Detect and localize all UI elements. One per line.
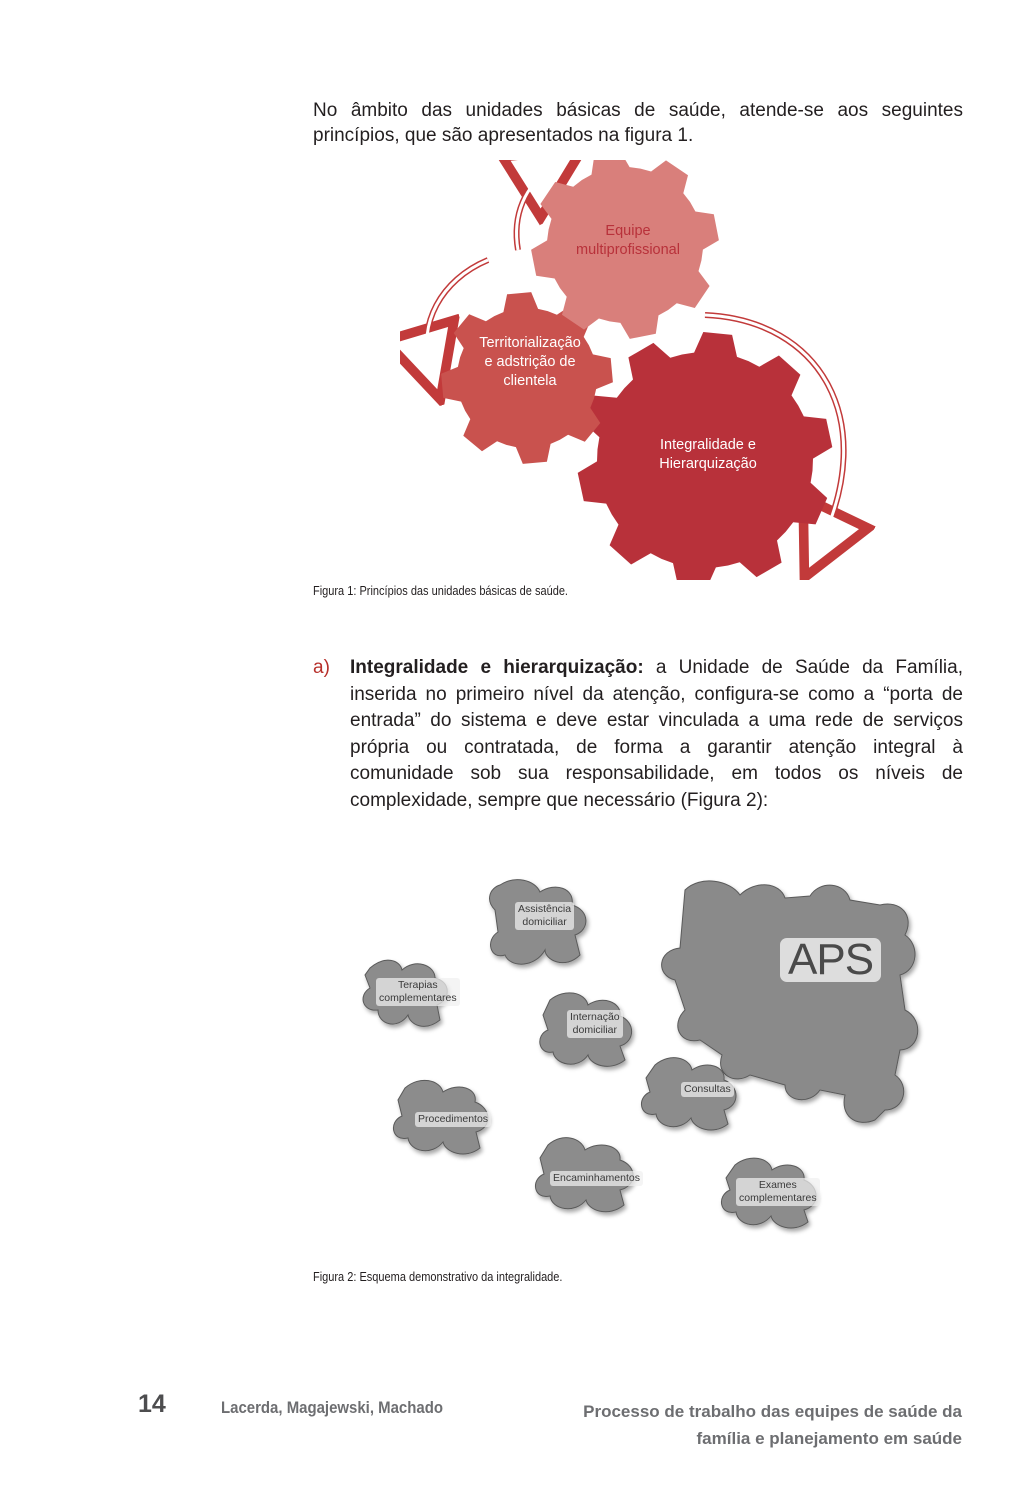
figure-2-puzzle <box>340 860 940 1250</box>
figure-2-caption: Figura 2: Esquema demonstrativo da integralidade. <box>313 1270 563 1284</box>
puzzle-diagram <box>340 860 940 1250</box>
list-item-text: a Unidade de Saúde da Família, inserida no primeiro nível da atenção, configura-se como a “porta de entrada” do sistema e deve estar vinculada a uma rede de serviços própria ou contratada, de forma a garantir atenção integral à comunidade sob sua responsabilidade, em todos os níveis de complexidade, sempre que necessário (Figura 2): <box>350 657 963 811</box>
figure-1-caption: Figura 1: Princípios das unidades básicas de saúde. <box>313 584 568 598</box>
intro-paragraph: No âmbito das unidades básicas de saúde, atende-se aos seguintes princípios, que são apresentados na figura 1. <box>313 100 963 146</box>
gear-label-equipe: Equipe multiprofissional <box>576 223 680 258</box>
list-item-a <box>313 655 963 814</box>
gear-label-territorializacao: Territorialização e adstrição de clientela <box>479 335 581 389</box>
list-marker: a) <box>313 657 330 678</box>
piece-label-assistencia: Assistência domiciliar <box>515 902 574 930</box>
footer-authors: Lacerda, Magajewski, Machado <box>221 1398 443 1417</box>
piece-label-encaminhamentos: Encaminhamentos <box>550 1171 643 1186</box>
piece-label-exames: Exames complementares <box>736 1178 820 1206</box>
page-number: 14 <box>138 1390 166 1418</box>
piece-label-consultas: Consultas <box>681 1082 734 1097</box>
piece-label-internacao: Internação domiciliar <box>567 1010 623 1038</box>
aps-label: APS <box>780 938 881 982</box>
gear-label-integralidade: Integralidade e Hierarquização <box>659 437 757 472</box>
piece-label-procedimentos: Procedimentos <box>415 1112 491 1127</box>
piece-label-terapias: Terapias complementares <box>376 978 460 1006</box>
list-item-body <box>350 655 963 814</box>
list-item-term: Integralidade e hierarquização: <box>350 657 644 678</box>
figure-1-gears <box>400 160 880 580</box>
footer-title: Processo de trabalho das equipes de saúde da família e planejamento em saúde <box>583 1402 962 1448</box>
